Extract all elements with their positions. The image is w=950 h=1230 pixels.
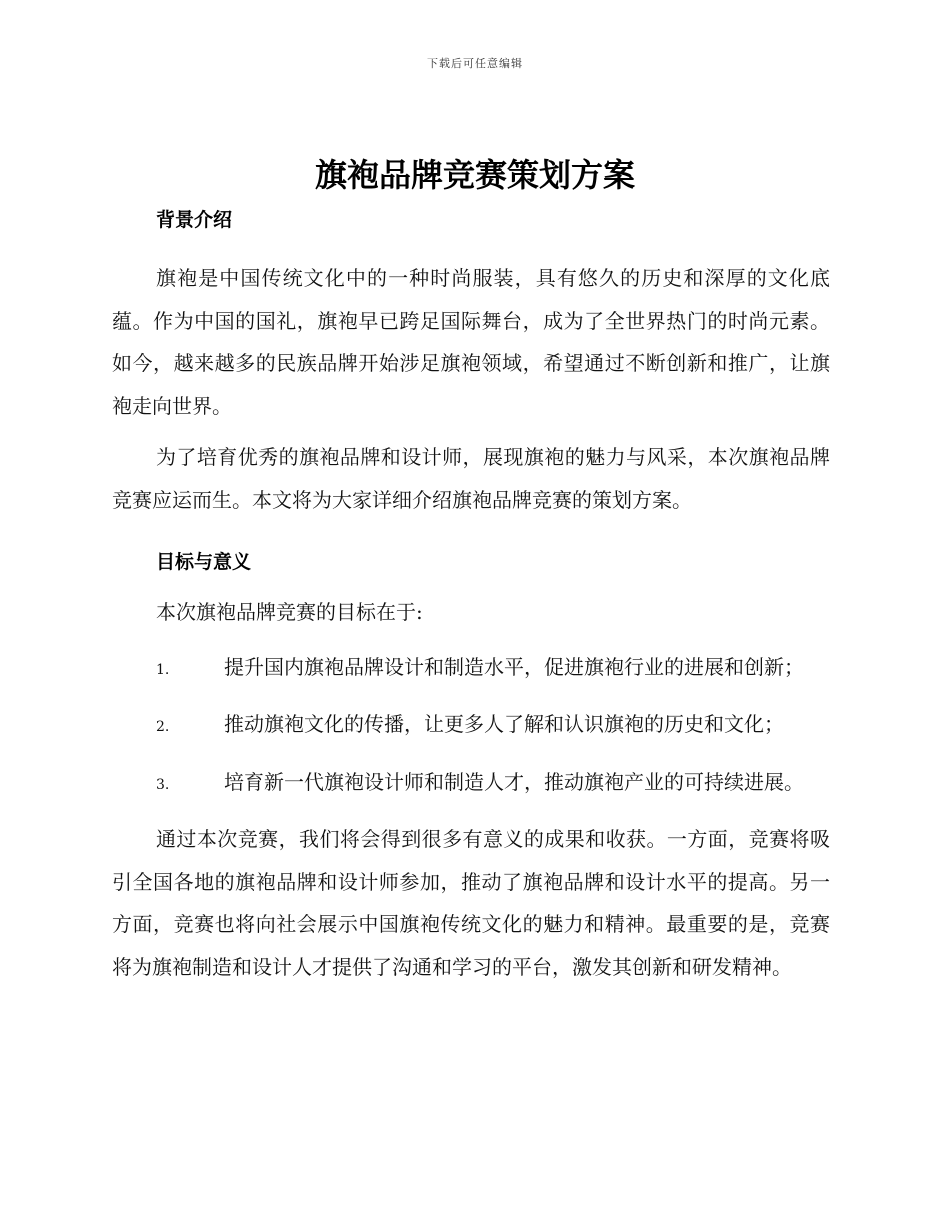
section-heading-goals: 目标与意义 [156,551,252,573]
list-item-number: 3. [156,776,170,793]
document-body [112,203,830,988]
paragraph-background-2: 为了培育优秀的旗袍品牌和设计师，展现旗袍的魅力与风采，本次旗袍品牌竞赛应运而生。本文将为大家详细介绍旗袍品牌竞赛的策划方案。 [112,445,830,512]
list-item-text: 推动旗袍文化的传播，让更多人了解和认识旗袍的历史和文化； [224,712,784,736]
document-title: 旗袍品牌竞赛策划方案 [314,156,635,194]
list-item-text: 提升国内旗袍品牌设计和制造水平，促进旗袍行业的进展和创新； [224,654,804,679]
list-item [112,703,830,749]
paragraph-background-1: 旗袍是中国传统文化中的一种时尚服装，具有悠久的历史和深厚的文化底蕴。作为中国的国礼，旗袍早已跨足国际舞台，成为了全世界热门的时尚元素。如今，越来越多的民族品牌开始涉足旗袍领域，希望通过不断创新和推广，让旗袍走向世界。 [112,266,830,418]
paragraph-goals-closing: 通过本次竞赛，我们将会得到很多有意义的成果和收获。一方面，竞赛将吸引全国各地的旗袍品牌和设计师参加，推动了旗袍品牌和设计水平的提高。另一方面，竞赛也将向社会展示中国旗袍传统文化的魅力和精神。最重要的是，竞赛将为旗袍制造和设计人才提供了沟通和学习的平台，激发其创新和研发精神。 [112,827,830,979]
header-note: 下载后可任意编辑 [427,57,523,70]
list-item-text: 培育新一代旗袍设计师和制造人才，推动旗袍产业的可持续进展。 [224,769,804,794]
section-heading-background: 背景介绍 [156,209,233,231]
list-item-number: 2. [156,719,170,735]
list-item [112,646,830,692]
list-item-number: 1. [156,661,170,678]
list-item [112,761,830,807]
paragraph-goals-intro: 本次旗袍品牌竞赛的目标在于: [156,600,423,624]
